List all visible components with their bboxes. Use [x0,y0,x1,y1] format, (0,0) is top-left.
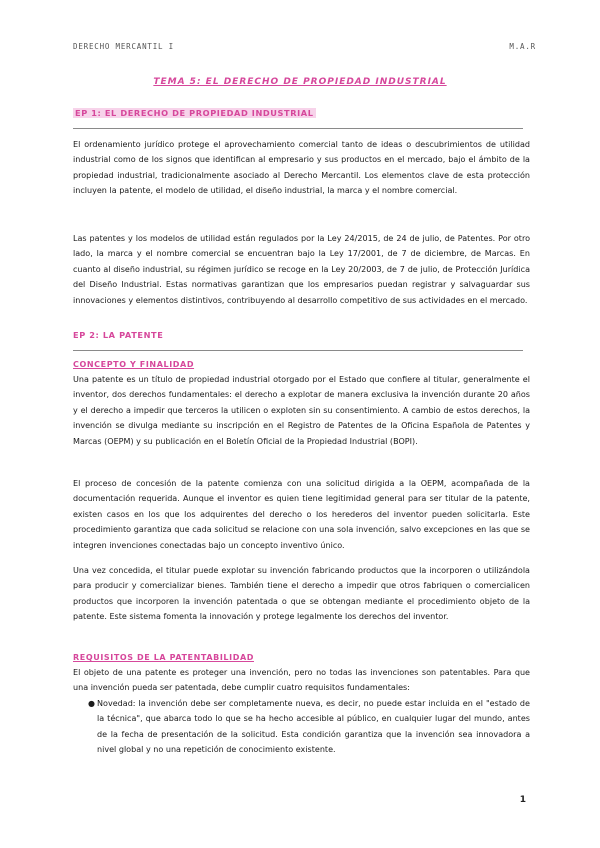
section-1-paragraph-1: El ordenamiento jurídico protege el aprovechamiento comercial tanto de ideas o descubrimientos de utilidad industrial como de los signos que identifican al empresario y sus productos en el mercado, bajo el ámbito de la propiedad industrial, tradicionalmente asociado al Derecho Mercantil. Los elementos clave de esta protección incluyen la patente, el modelo de utilidad, el diseño industrial, la marca y el nombre comercial. [73,140,530,196]
bullet-marker: ● [88,699,95,708]
section-2-paragraph-1: Una patente es un título de propiedad industrial otorgado por el Estado que confiere al titular, generalmente el inventor, dos derechos fundamentales: el derecho a explotar de manera exclusiva la invención durante 20 años y el derecho a impedir que terceros la utilicen o exploten sin su consentimiento. A cambio de estos derechos, la invención se divulga mediante su inscripción en el Registro de Patentes de la Oficina Española de Patentes y Marcas (OEPM) y su publicación en el Boletín Oficial de la Propiedad Industrial (BOPI). [73,375,530,446]
section-1-heading-text: EP 1: EL DERECHO DE PROPIEDAD INDUSTRIAL [75,108,314,118]
section-1-heading [73,108,316,118]
section-1-divider [73,128,523,129]
requisitos-intro: El objeto de una patente es proteger una invención, pero no todas las invenciones son patentables. Para que una invención pueda ser patentada, debe cumplir cuatro requisitos fundamentales: [73,668,530,693]
section-2-paragraph-3: Una vez concedida, el titular puede explotar su invención fabricando productos que la incorporen o utilizándola para producir y comercializar bienes. También tiene el derecho a impedir que otros fabriquen o comercialicen productos que incorporen la invención patentada o que se obtengan mediante el procedimiento objeto de la patente. Este sistema fomenta la innovación y protege legalmente los derechos del inventor. [73,566,530,622]
section-2-paragraph-2: El proceso de concesión de la patente comienza con una solicitud dirigida a la OEPM, acompañada de la documentación requerida. Aunque el inventor es quien tiene legitimidad general para ser titular de la patente, existen casos en los que los adquirentes del derecho o los herederos del inventor pueden solicitarla. Este procedimiento garantiza que cada solicitud se relacione con una sola invención, salvo excepciones en las que se integren invenciones conectadas bajo un concepto inventivo único. [73,479,530,550]
document-title: TEMA 5: EL DERECHO DE PROPIEDAD INDUSTRIAL [153,77,447,87]
section-1-paragraph-2: Las patentes y los modelos de utilidad están regulados por la Ley 24/2015, de 24 de julio, de Patentes. Por otro lado, la marca y el nombre comercial se encuentran bajo la Ley 17/2001, de 7 de diciembre, de Marcas. En cuanto al diseño industrial, su régimen jurídico se recoge en la Ley 20/2003, de 7 de julio, de Protección Jurídica del Diseño Industrial. Estas normativas garantizan que los empresarios puedan registrar y salvaguardar sus innovaciones y elementos distintivos, contribuyendo al desarrollo competitivo de sus actividades en el mercado. [73,234,530,305]
section-2-heading [73,330,163,340]
header-author: M.A.R [509,42,536,51]
page-number: 1 [519,795,526,805]
bullet-novedad: Novedad: la invención debe ser completamente nueva, es decir, no puede estar incluida en el "estado de la técnica", que abarca todo lo que se ha hecho accesible al público, en cualquier lugar del mundo, antes de la fecha de presentación de la solicitud. Esta condición garantiza que la invención sea innovadora a nivel global y no una repetición de conocimiento existente. [97,699,530,755]
section-2-divider [73,350,523,351]
header-course: DERECHO MERCANTIL I [73,42,174,51]
subheading-concepto: CONCEPTO Y FINALIDAD [73,360,195,369]
section-2-heading-text: EP 2: LA PATENTE [73,330,164,340]
subheading-requisitos: REQUISITOS DE LA PATENTABILIDAD [73,653,254,662]
